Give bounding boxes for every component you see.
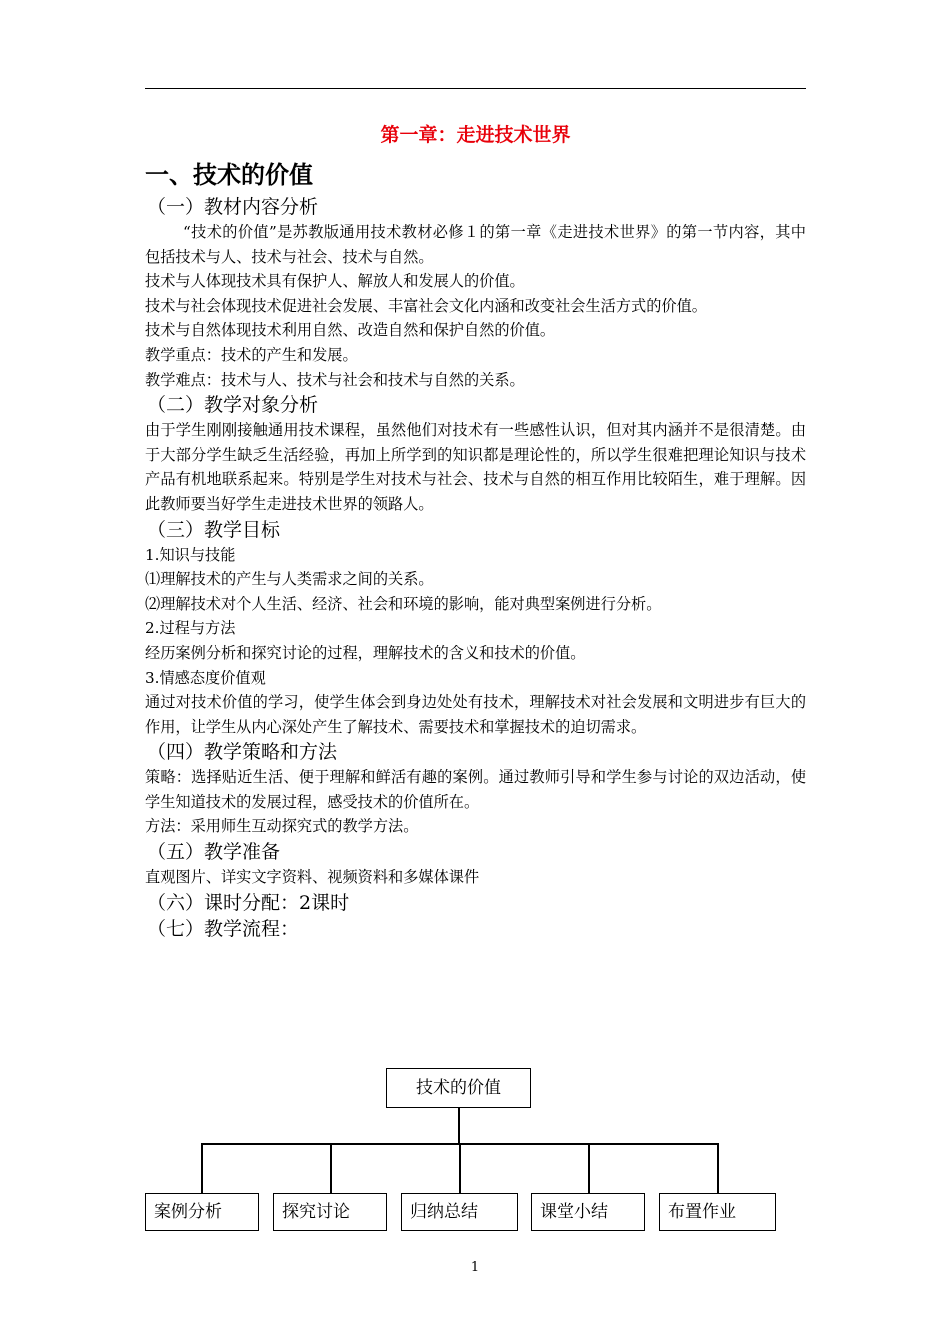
header-rule — [145, 88, 806, 89]
connector-line — [201, 1143, 719, 1145]
teaching-focus: 教学重点：技术的产生和发展。 — [145, 345, 358, 364]
flowchart-child-box: 探究讨论 — [273, 1193, 387, 1231]
paragraph: “技术的价值”是苏教版通用技术教材必修１的第一章《走进技术世界》的第一节内容，其中包括技术与人、技术与社会、技术与自然。 — [145, 223, 806, 266]
connector-line — [717, 1143, 719, 1193]
heading-periods: （六）课时分配：2课时 — [147, 891, 350, 914]
chapter-title: 第一章：走进技术世界 — [380, 124, 571, 146]
objective-line: 经历案例分析和探究讨论的过程，理解技术的含义和技术的价值。 — [145, 643, 586, 662]
objective-line: 1.知识与技能 — [145, 545, 236, 564]
heading-content-analysis: （一）教材内容分析 — [147, 196, 319, 218]
flowchart-root-box: 技术的价值 — [386, 1068, 531, 1108]
document-body — [145, 120, 806, 942]
heading-preparation: （五）教学准备 — [147, 841, 281, 864]
objective-line: 3.情感态度价值观 — [145, 668, 266, 687]
paragraph: 技术与社会体现技术促进社会发展、丰富社会文化内涵和改变社会生活方式的价值。 — [145, 296, 707, 315]
flowchart-child-box: 案例分析 — [145, 1193, 259, 1231]
connector-line — [201, 1143, 203, 1193]
connector-line — [458, 1108, 460, 1144]
objective-line: 通过对技术价值的学习，使学生体会到身边处处有技术，理解技术对社会发展和文明进步有巨大的作用，让学生从内心深处产生了解技术、需要技术和掌握技术的迫切需求。 — [145, 693, 806, 736]
heading-flow: （七）教学流程： — [147, 917, 300, 940]
heading-audience-analysis: （二）教学对象分析 — [147, 394, 319, 417]
heading-objectives: （三）教学目标 — [147, 518, 281, 541]
teaching-difficulty: 教学难点：技术与人、技术与社会和技术与自然的关系。 — [145, 370, 525, 389]
strategy-line: 策略：选择贴近生活、便于理解和鲜活有趣的案例。通过教师引导和学生参与讨论的双边活动，使学生知道技术的发展过程，感受技术的价值所在。 — [145, 768, 806, 811]
connector-line — [588, 1143, 590, 1193]
connector-line — [459, 1143, 461, 1193]
objective-line: 2.过程与方法 — [145, 619, 236, 638]
objective-line: ⑵理解技术对个人生活、经济、社会和环境的影响，能对典型案例进行分析。 — [145, 594, 662, 613]
flowchart-child-box: 课堂小结 — [531, 1193, 645, 1231]
preparation-line: 直观图片、详实文字资料、视频资料和多媒体课件 — [145, 868, 480, 887]
paragraph: 技术与人体现技术具有保护人、解放人和发展人的价值。 — [145, 272, 525, 291]
method-line: 方法：采用师生互动探究式的教学方法。 — [145, 817, 419, 836]
heading-strategy: （四）教学策略和方法 — [147, 741, 338, 764]
paragraph: 技术与自然体现技术利用自然、改造自然和保护自然的价值。 — [145, 321, 556, 340]
flowchart-child-box: 布置作业 — [659, 1193, 776, 1231]
section-title: 一、技术的价值 — [145, 161, 313, 189]
objective-line: ⑴理解技术的产生与人类需求之间的关系。 — [145, 570, 434, 589]
page-number: 1 — [470, 1260, 480, 1275]
flowchart-child-box: 归纳总结 — [401, 1193, 518, 1231]
connector-line — [330, 1143, 332, 1193]
paragraph: 由于学生刚刚接触通用技术课程，虽然他们对技术有一些感性认识，但对其内涵并不是很清楚。由于大部分学生缺乏生活经验，再加上所学到的知识都是理论性的，所以学生很难把理论知识与技术产品有机地联系起来。特别是学生对技术与社会、技术与自然的相互作用比较陌生，难于理解。因此教师要当好学生走进技术世界的领路人。 — [145, 421, 806, 513]
